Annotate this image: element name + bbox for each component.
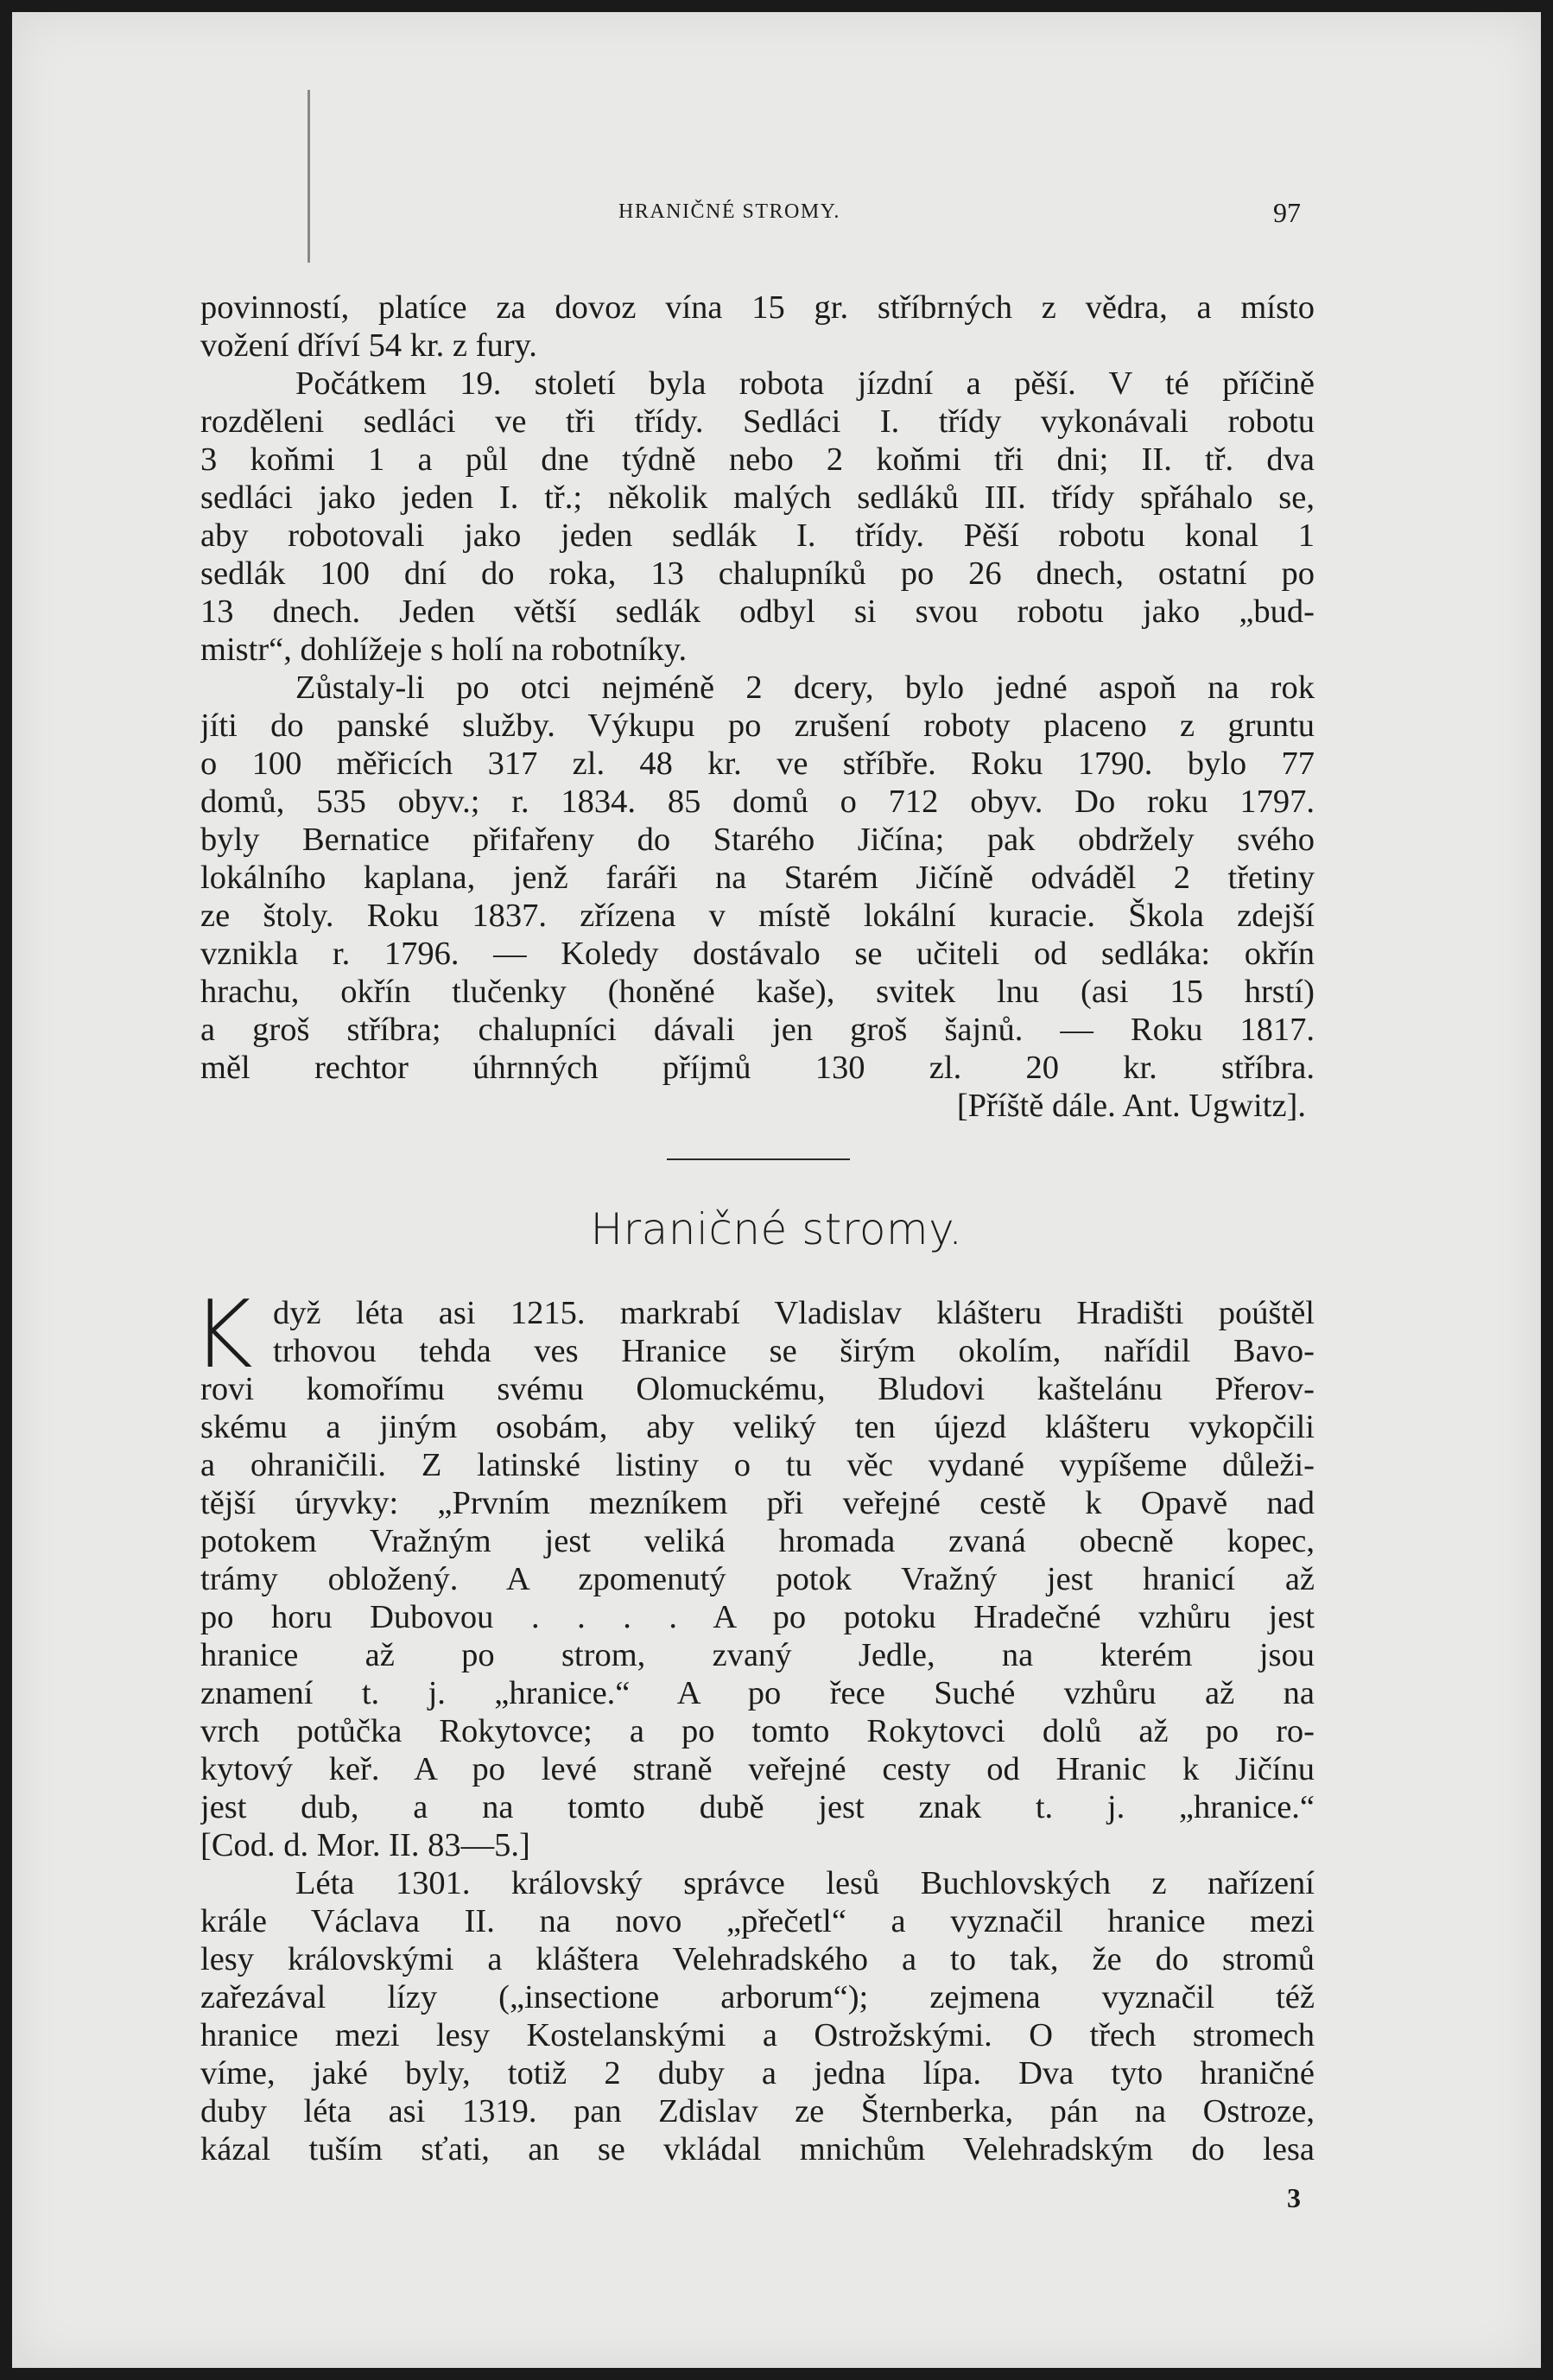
text-line: sedláci jako jeden I. tř.; několik malých sedláků III. třídy spřáhalo se, (200, 479, 1315, 516)
text-line: sedlák 100 dní do roka, 13 chalupníků po 26 dnech, ostatní po (200, 555, 1315, 592)
section-divider (667, 1158, 850, 1160)
text-line: vrch potůčka Rokytovce; a po tomto Rokytovci dolů až po ro- (200, 1713, 1315, 1749)
text-line: Zůstaly-li po otci nejméně 2 dcery, bylo jedné aspoň na rok (295, 670, 1315, 706)
text-line: povinností, platíce za dovoz vína 15 gr. stříbrných z vědra, a místo (200, 289, 1315, 326)
page-header (12, 197, 1541, 235)
text-line: 13 dnech. Jeden větší sedlák odbyl si svou robotu jako „bud- (200, 593, 1315, 630)
section-body (192, 1281, 1315, 2168)
text-line: víme, jaké byly, totiž 2 duby a jedna lípa. Dva tyto hraničné (200, 2055, 1315, 2091)
text-line: byly Bernatice přifařeny do Starého Jičína; pak obdržely svého (200, 822, 1315, 858)
text-line: měl rechtor úhrnných příjmů 130 zl. 20 kr. stříbra. (200, 1050, 1315, 1086)
running-title: HRANIČNÉ STROMY. (618, 200, 840, 223)
text-line: duby léta asi 1319. pan Zdislav ze Šternberka, pán na Ostroze, (200, 2093, 1315, 2129)
section-title: Hraničné stromy. (590, 1204, 963, 1254)
text-line: tější úryvky: „Prvním mezníkem při veřejné cestě k Opavě nad (200, 1485, 1315, 1521)
text-line: po horu Dubovou . . . . A po potoku Hradečné vzhůru jest (200, 1599, 1315, 1635)
text-line: jest dub, a na tomto dubě jest znak t. j. „hranice.“ (200, 1789, 1315, 1825)
text-line: rovi komořímu svému Olomuckému, Bludovi kaštelánu Přerov- (200, 1371, 1315, 1407)
gutter-shadow (307, 90, 310, 263)
text-line: dyž léta asi 1215. markrabí Vladislav klášteru Hradišti poúštěl (273, 1295, 1315, 1331)
text-line: kytový keř. A po levé straně veřejné cesty od Hranic k Jičínu (200, 1751, 1315, 1787)
page-number: 97 (1273, 197, 1301, 228)
previous-article-text (200, 289, 1315, 1125)
text-line: Počátkem 19. století byla robota jízdní a pěší. V té příčině (295, 365, 1315, 402)
text-line: vožení dříví 54 kr. z fury. (200, 327, 537, 364)
text-line: a groš stříbra; chalupníci dávali jen groš šajnů. — Roku 1817. (200, 1012, 1315, 1048)
text-line: hranice mezi lesy Kostelanskými a Ostrožskými. O třech stromech (200, 2017, 1315, 2053)
text-line: zařezával lízy („insectione arborum“); zejmena vyznačil též (200, 1979, 1315, 2015)
text-line: trhovou tehda ves Hranice se širým okolím, nařídil Bavo- (273, 1333, 1315, 1369)
text-line: 3 koňmi 1 a půl dne týdně nebo 2 koňmi tři dni; II. tř. dva (200, 441, 1315, 478)
text-line: kázal tuším sťati, an se vkládal mnichům Velehradským do lesa (200, 2131, 1315, 2167)
text-line: vznikla r. 1796. — Koledy dostávalo se učiteli od sedláka: okřín (200, 936, 1315, 972)
text-line: lesy královskými a kláštera Velehradského a to tak, že do stromů (200, 1941, 1315, 1977)
text-line: domů, 535 obyv.; r. 1834. 85 domů o 712 obyv. Do roku 1797. (200, 784, 1315, 820)
text-line: znamení t. j. „hranice.“ A po řece Suché vzhůru až na (200, 1675, 1315, 1711)
text-line: o 100 měřicích 317 zl. 48 kr. ve stříbře. Roku 1790. bylo 77 (200, 746, 1315, 782)
text-line: a ohraničili. Z latinské listiny o tu věc vydané vypíšeme důleži- (200, 1447, 1315, 1483)
text-line: hranice až po strom, zvaný Jedle, na kterém jsou (200, 1637, 1315, 1673)
text-line: mistr“, dohlížeje s holí na robotníky. (200, 631, 688, 668)
text-line: [Cod. d. Mor. II. 83—5.] (200, 1827, 530, 1863)
continuation-note: [Příště dále. Ant. Ugwitz]. (956, 1088, 1306, 1124)
text-line: jíti do panské služby. Výkupu po zrušení roboty placeno z gruntu (200, 708, 1315, 744)
book-page (12, 12, 1541, 2368)
text-line: krále Václava II. na novo „přečetl“ a vyznačil hranice mezi (200, 1903, 1315, 1939)
text-line: lokálního kaplana, jenž faráři na Starém Jičíně odváděl 2 třetiny (200, 860, 1315, 896)
text-line: potokem Vražným jest veliká hromada zvaná obecně kopec, (200, 1523, 1315, 1559)
drop-cap: K (192, 1281, 253, 1389)
text-line: trámy obložený. A zpomenutý potok Vražný jest hranicí až (200, 1561, 1315, 1597)
signature-mark: 3 (1287, 2182, 1301, 2213)
text-line: rozděleni sedláci ve tři třídy. Sedláci I. třídy vykonávali robotu (200, 403, 1315, 440)
text-line: hrachu, okřín tlučenky (honěné kaše), svitek lnu (asi 15 hrstí) (200, 974, 1315, 1010)
text-line: skému a jiným osobám, aby veliký ten újezd klášteru vykopčili (200, 1409, 1315, 1445)
text-line: Léta 1301. královský správce lesů Buchlovských z nařízení (295, 1865, 1315, 1901)
text-line: aby robotovali jako jeden sedlák I. třídy. Pěší robotu konal 1 (200, 517, 1315, 554)
text-line: ze štoly. Roku 1837. zřízena v místě lokální kuracie. Škola zdejší (200, 898, 1315, 934)
